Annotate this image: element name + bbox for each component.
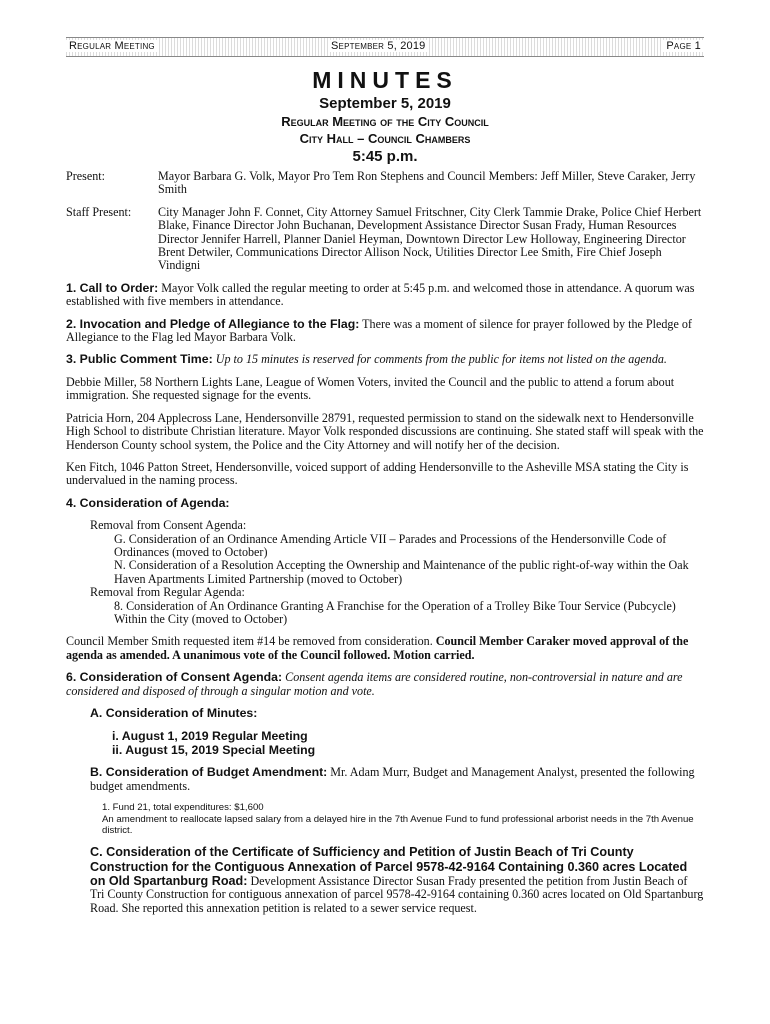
meeting-location-line: City Hall – Council Chambers — [299, 131, 471, 146]
minutes-list — [112, 729, 704, 757]
section-consideration-of-agenda-heading: 4. Consideration of Agenda: — [66, 495, 230, 510]
consent-item-b-heading: B. Consideration of Budget Amendment: — [90, 765, 328, 780]
present-list: Mayor Barbara G. Volk, Mayor Pro Tem Ron Stephens and Council Members: Jeff Miller, Steve Caraker, Jerry Smith — [158, 169, 696, 197]
agenda-motion-text: Council Member Smith requested item #14 be removed from consideration. — [66, 634, 436, 649]
removal-item-8: 8. Consideration of An Ordinance Granting A Franchise for the Operation of a Trolley Bike Tour Service (Pubcycle) Within the City (moved to October) — [114, 598, 676, 626]
section-heading: 2. Invocation and Pledge of Allegiance to the Flag: — [66, 316, 360, 331]
public-comment-fitch: Ken Fitch, 1046 Patton Street, Hendersonville, voiced support of adding Hendersonville to the Asheville MSA stating the City is undervalued in the naming process. — [66, 459, 689, 488]
meeting-time: 5:45 p.m. — [352, 148, 418, 165]
removal-regular-label: Removal from Regular Agenda: — [90, 585, 245, 600]
consent-item-b — [90, 766, 704, 793]
public-comment-miller: Debbie Miller, 58 Northern Lights Lane, League of Women Voters, invited the Council and the public to attend a forum about immigration. She requested signage for the events. — [66, 374, 675, 403]
removal-item-g: G. Consideration of an Ordinance Amending Article VII – Parades and Processions of the Hendersonville Code of Ordinances (moved to October) — [114, 531, 667, 559]
header-page-number: Page 1 — [663, 40, 704, 52]
meeting-type-line: Regular Meeting of the City Council — [281, 114, 489, 129]
section-consent-agenda — [66, 671, 704, 698]
agenda-removals — [90, 519, 704, 626]
list-item: i. August 1, 2019 Regular Meeting — [112, 729, 308, 744]
section-heading: 1. Call to Order: — [66, 280, 159, 295]
budget-note-fund: 1. Fund 21, total expenditures: $1,600 — [102, 802, 264, 814]
section-note: Up to 15 minutes is reserved for comments from the public for items not listed on the agenda. — [212, 352, 667, 367]
running-header — [66, 37, 704, 57]
present-label: Present: — [66, 169, 105, 183]
section-text: Mayor Volk called the regular meeting to order at 5:45 p.m. and welcomed those in attendance. A quorum was established with five members in attendance. — [66, 280, 695, 309]
consent-item-b-text: Mr. Adam Murr, Budget and Management Analyst, presented the following budget amendments. — [90, 765, 695, 793]
consent-item-c-heading: C. Consideration of the Certificate of Sufficiency and Petition of Justin Beach of Tri County Construction for the Contiguous Annexation of Parcel 9578-42-9164 Containing 0.360 acres Located on Old Spartanburg Road: — [90, 845, 688, 888]
consent-item-a-heading: A. Consideration of Minutes: — [90, 706, 258, 720]
present-row — [66, 170, 704, 197]
consent-item-c-text: Development Assistance Director Susan Frady presented the petition from Justin Beach of Tri County Construction for contiguous annexation of parcel 9578-42-9164 containing 0.360 acres located on Old Spartanburg Road. She reported this annexation petition is related to a sewer service request. — [90, 873, 704, 915]
list-item: ii. August 15, 2019 Special Meeting — [112, 743, 316, 758]
title-block — [66, 66, 704, 166]
header-meeting-type: Regular Meeting — [66, 40, 158, 52]
consent-item-c — [90, 845, 704, 915]
staff-present-label: Staff Present: — [66, 204, 132, 219]
public-comment-horn: Patricia Horn, 204 Applecross Lane, Hendersonville 28791, requested permission to stand on the sidewalk next to Hendersonville High School to distribute Christian literature. Mayor Volk responded discussions are continuing. She stated staff will speak with the Henderson County school system, the Police and the City Attorney and will notify her of the decision. — [66, 410, 704, 452]
staff-present-row — [66, 206, 704, 273]
removal-consent-label: Removal from Consent Agenda: — [90, 518, 247, 533]
section-call-to-order — [66, 282, 704, 309]
budget-note-description: An amendment to reallocate lapsed salary from a delayed hire in the 7th Avenue Fund to fund professional arborist needs in the 7th Avenue district. — [102, 813, 694, 836]
budget-amendment-notes — [102, 802, 704, 836]
meeting-date: September 5, 2019 — [319, 95, 451, 112]
removal-item-n: N. Consideration of a Resolution Accepting the Ownership and Maintenance of the public right-of-way within the Oak Haven Apartments Limited Partnership (moved to October) — [114, 558, 689, 586]
section-heading: 3. Public Comment Time: — [66, 352, 213, 367]
section-public-comment — [66, 353, 704, 366]
section-heading: 6. Consideration of Consent Agenda: — [66, 670, 283, 685]
header-date: September 5, 2019 — [328, 40, 429, 52]
agenda-motion — [66, 635, 704, 662]
section-text: There was a moment of silence for prayer followed by the Pledge of Allegiance to the Flag led Mayor Barbara Volk. — [66, 316, 692, 345]
section-note: Consent agenda items are considered routine, non-controversial in nature and are considered and disposed of through a singular motion and vote. — [66, 670, 683, 698]
staff-present-list: City Manager John F. Connet, City Attorney Samuel Fritschner, City Clerk Tammie Drake, Police Chief Herbert Blake, Finance Director John Buchanan, Development Assistance Director Susan Frady, Human Resources Director Jennifer Harrell, Planner Daniel Heyman, Downtown Director Lew Holloway, Engineering Director Brent Detwiler, Communications Director Allison Nock, Utilities Director Lee Smith, Fire Chief Joseph Vindigni — [158, 204, 702, 273]
minutes-body — [66, 170, 704, 915]
document-title: MINUTES — [312, 67, 458, 93]
agenda-motion-result: Council Member Caraker moved approval of the agenda as amended. A unanimous vote of the Council followed. Motion carried. — [66, 634, 689, 662]
section-invocation — [66, 318, 704, 345]
